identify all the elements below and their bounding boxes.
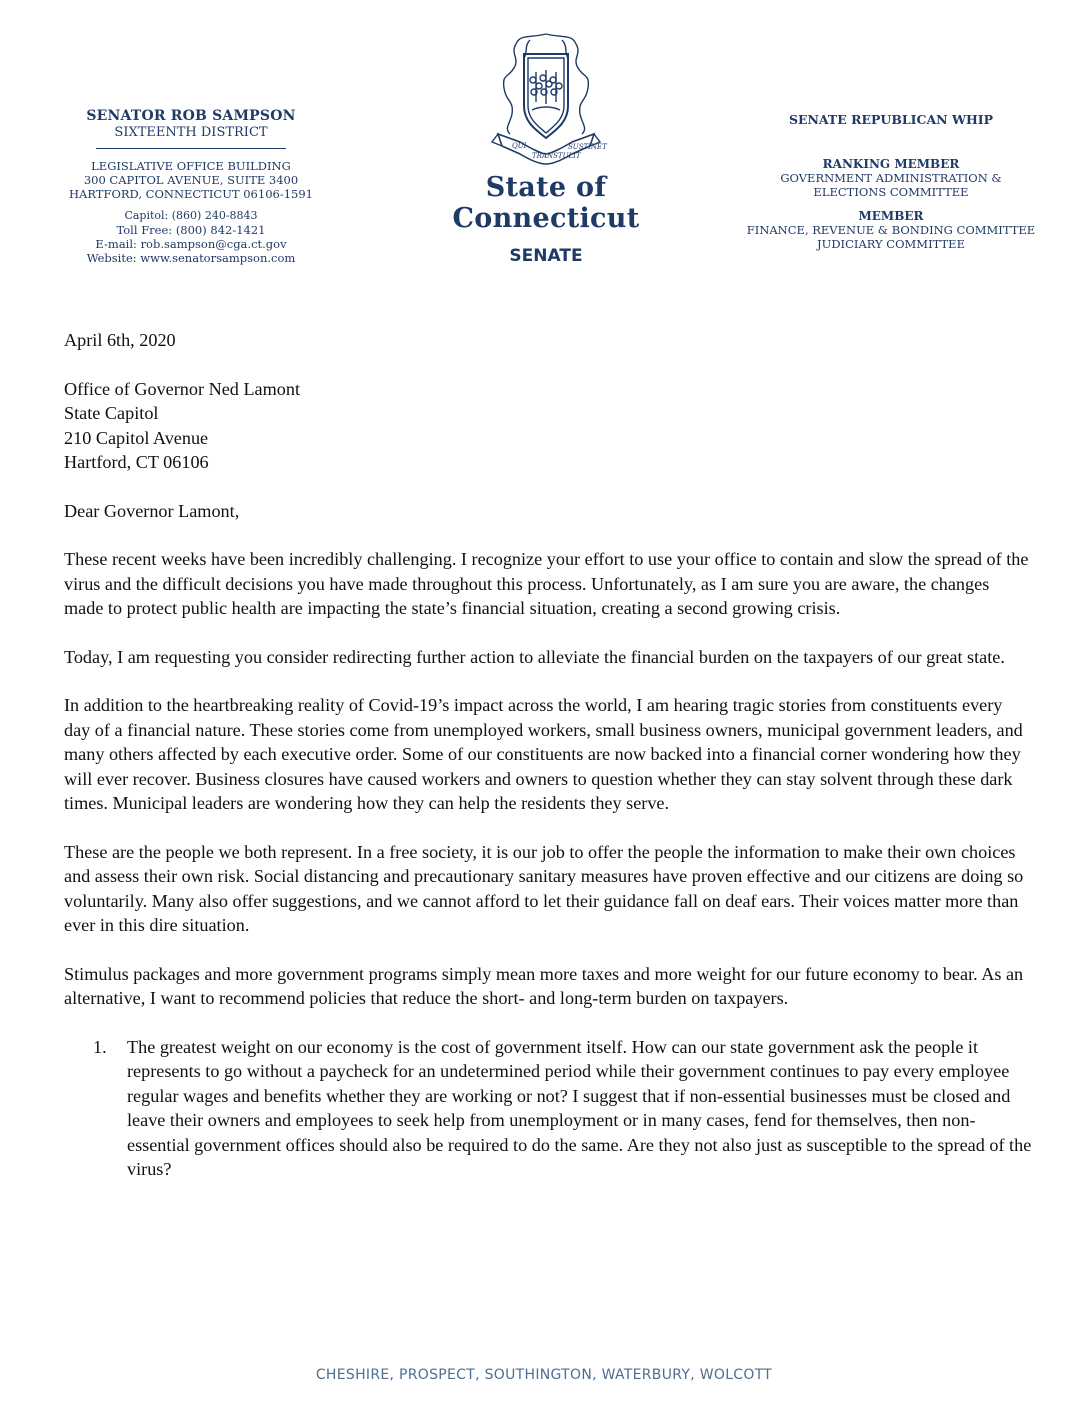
list-item	[93, 1035, 1032, 1182]
recipient-line-1: Office of Governor Ned Lamont	[64, 378, 301, 399]
footer-towns: CHESHIRE, PROSPECT, SOUTHINGTON, WATERBURY, WOLCOTT	[315, 1367, 773, 1383]
recipient-line-4: Hartford, CT 06106	[64, 452, 209, 472]
website: Website: www.senatorsampson.com	[86, 251, 296, 265]
spacer	[64, 1011, 1032, 1035]
divider	[96, 148, 286, 149]
spacer	[64, 523, 1032, 547]
state-seal-icon	[490, 30, 607, 170]
senator-district: SIXTEENTH DISTRICT	[114, 125, 268, 140]
paragraph-2: Today, I am requesting you consider redirecting further action to alleviate the financial burden on the taxpayers of our great state.	[64, 646, 1005, 667]
letter-date: April 6th, 2020	[64, 330, 176, 350]
spacer	[64, 353, 1032, 377]
salutation: Dear Governor Lamont,	[64, 500, 240, 521]
committee-block	[726, 112, 1056, 251]
spacer	[64, 938, 1032, 962]
svg-text:QUI: QUI	[512, 142, 527, 150]
senator-contact-block	[60, 108, 322, 265]
address-line-3: HARTFORD, CONNECTICUT 06106-1591	[69, 187, 313, 201]
paragraph-4: These are the people we both represent. In a free society, it is our job to offer the people the information to make their own choices and assess their own risk. Social distancing and precautionary sanitary measures have proven effective and our citizens are doing so voluntarily. Many also offer suggestions, and we cannot afford to let their guidance fall on deaf ears. Their voices matter more than ever in this dire situation.	[64, 841, 1024, 935]
paragraph-3: In addition to the heartbreaking reality of Covid-19’s impact across the world, I am hearing tragic stories from constituents every day of a financial nature. These stories come from unemployed workers, small business owners, municipal government leaders, and many others affected by each executive order. Some of our constituents are now backed into a financial corner wondering how they will ever recover. Business closures have caused workers and owners to question whether they can stay solvent through these dark times. Municipal leaders are wondering how they can help the residents they serve.	[64, 695, 1023, 813]
committee-1-line-1: GOVERNMENT ADMINISTRATION &	[780, 171, 1002, 185]
spacer	[64, 475, 1032, 499]
spacer	[64, 621, 1032, 645]
spacer	[64, 669, 1032, 693]
spacer	[64, 816, 1032, 840]
committee-3: JUDICIARY COMMITTEE	[817, 237, 965, 251]
toll-free-phone: Toll Free: (800) 842-1421	[116, 223, 266, 237]
committee-1-line-2: ELECTIONS COMMITTEE	[813, 185, 969, 199]
svg-text:TRANSTULIT: TRANSTULIT	[532, 152, 581, 160]
senator-name: SENATOR ROB SAMPSON	[86, 108, 296, 124]
email-address: E-mail: rob.sampson@cga.ct.gov	[95, 237, 287, 251]
address-line-1: LEGISLATIVE OFFICE BUILDING	[91, 159, 291, 173]
recipient-line-3: 210 Capitol Avenue	[64, 427, 209, 448]
state-seal-block	[414, 30, 678, 266]
letter-body	[64, 328, 1032, 1182]
paragraph-5: Stimulus packages and more government programs simply mean more taxes and more weight for our future economy to bear. As an alternative, I want to recommend policies that reduce the short- and long-term burden on taxpayers.	[64, 963, 1024, 1008]
whip-title: SENATE REPUBLICAN WHIP	[788, 112, 994, 127]
state-title: State of Connecticut	[452, 172, 640, 234]
address-line-2: 300 CAPITOL AVENUE, SUITE 3400	[83, 173, 299, 187]
svg-text:SUSTINET: SUSTINET	[568, 143, 607, 151]
member-heading: MEMBER	[858, 209, 924, 223]
paragraph-1: These recent weeks have been incredibly challenging. I recognize your effort to use your office to contain and slow the spread of the virus and the difficult decisions you have made throughout this process. Unfortunately, as I am sure you are aware, the changes made to protect public health are impacting the state’s financial situation, creating a second growing crisis.	[64, 549, 1029, 618]
list-item-text: The greatest weight on our economy is the cost of government itself. How can our state government ask the people it represents to go without a paycheck for an undetermined period while their government continues to pay every employee regular wages and benefits whether they are working or not? I suggest that if non-essential businesses must be closed and leave their owners and employees to seek help from unemployment or in many cases, fend for themselves, then non-essential government offices should also be required to do the same. Are they not also just as susceptible to the spread of the virus?	[127, 1036, 1032, 1179]
chamber-name: SENATE	[509, 246, 583, 266]
capitol-phone: Capitol: (860) 240-8843	[124, 209, 258, 222]
recipient-line-2: State Capitol	[64, 403, 159, 423]
list-item-number: 1.	[93, 1036, 107, 1057]
ranking-member-heading: RANKING MEMBER	[822, 157, 960, 171]
committee-2: FINANCE, REVENUE & BONDING COMMITTEE	[746, 223, 1036, 237]
